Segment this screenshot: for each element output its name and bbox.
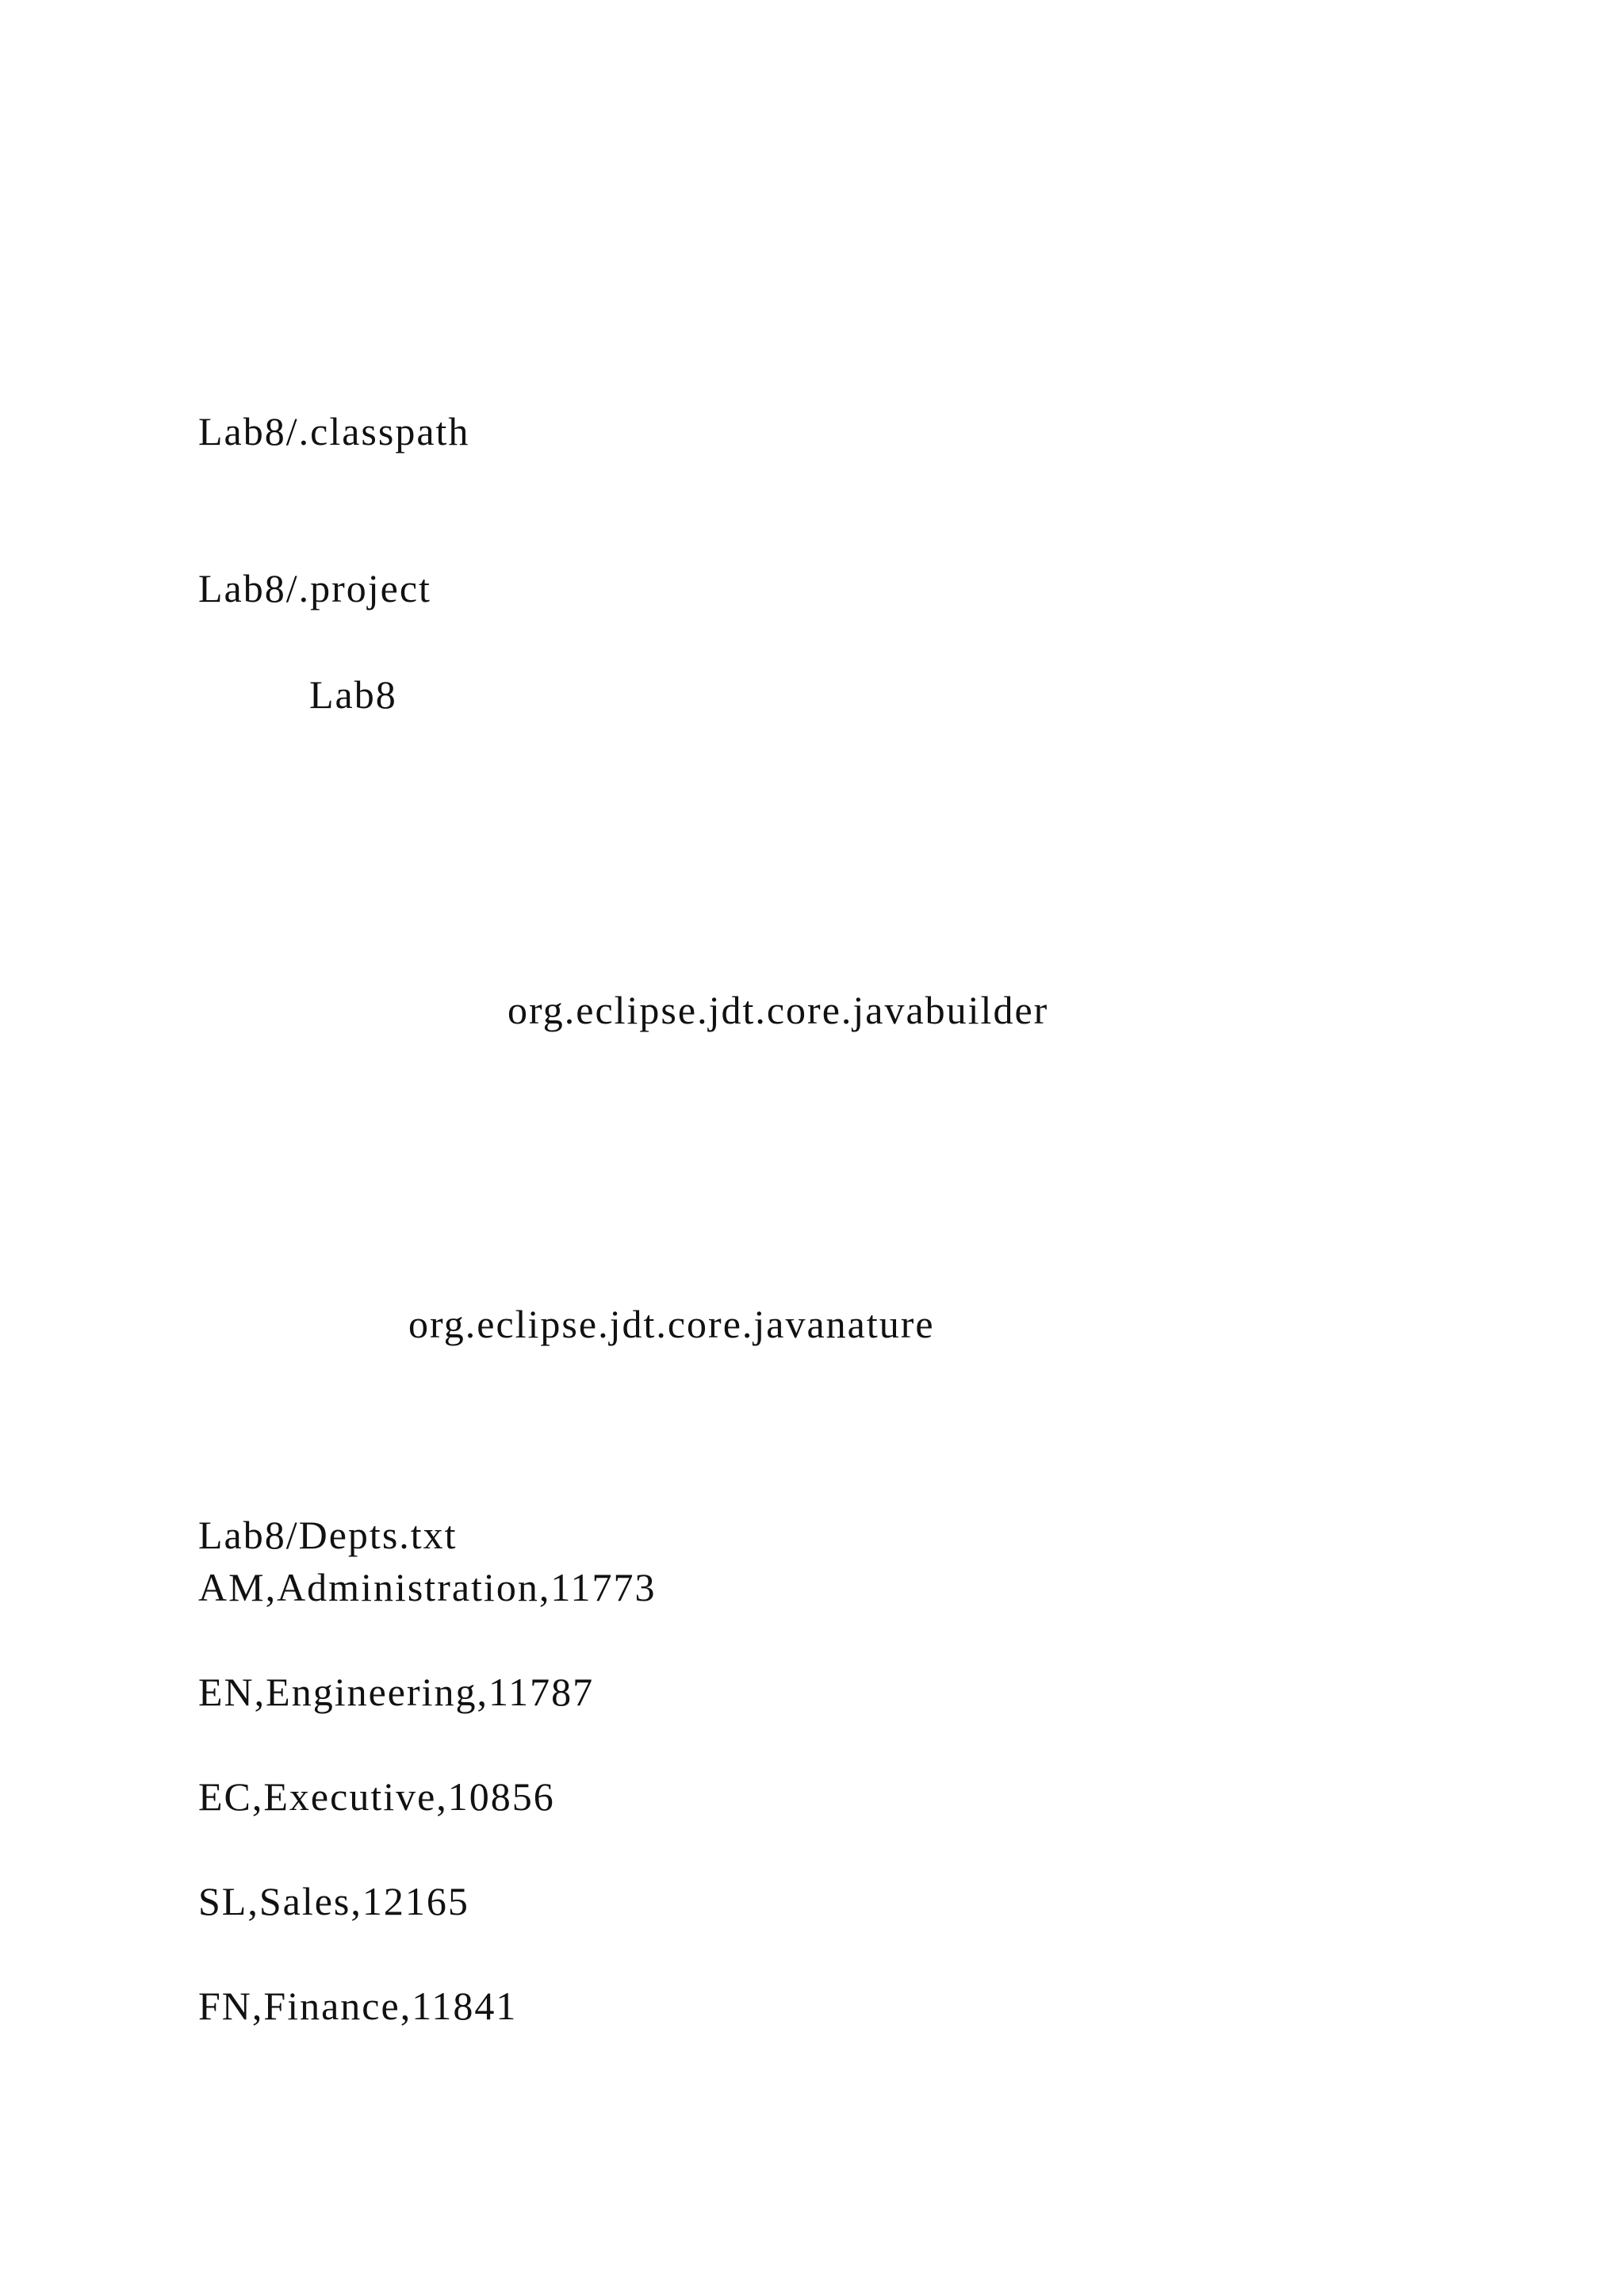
project-heading: Lab8/.project bbox=[198, 566, 431, 610]
dept-line: EC,Executive,10856 bbox=[198, 1774, 555, 1819]
dept-line: SL,Sales,12165 bbox=[198, 1879, 469, 1923]
depts-heading: Lab8/Depts.txt bbox=[198, 1513, 458, 1557]
project-nature: org.eclipse.jdt.core.javanature bbox=[408, 1302, 935, 1346]
build-command: org.eclipse.jdt.core.javabuilder bbox=[508, 988, 1049, 1032]
dept-line: FN,Finance,11841 bbox=[198, 1984, 518, 2028]
project-name: Lab8 bbox=[309, 672, 397, 717]
dept-line: EN,Engineering,11787 bbox=[198, 1670, 595, 1714]
dept-line: AM,Administration,11773 bbox=[198, 1565, 657, 1609]
classpath-heading: Lab8/.classpath bbox=[198, 409, 470, 453]
